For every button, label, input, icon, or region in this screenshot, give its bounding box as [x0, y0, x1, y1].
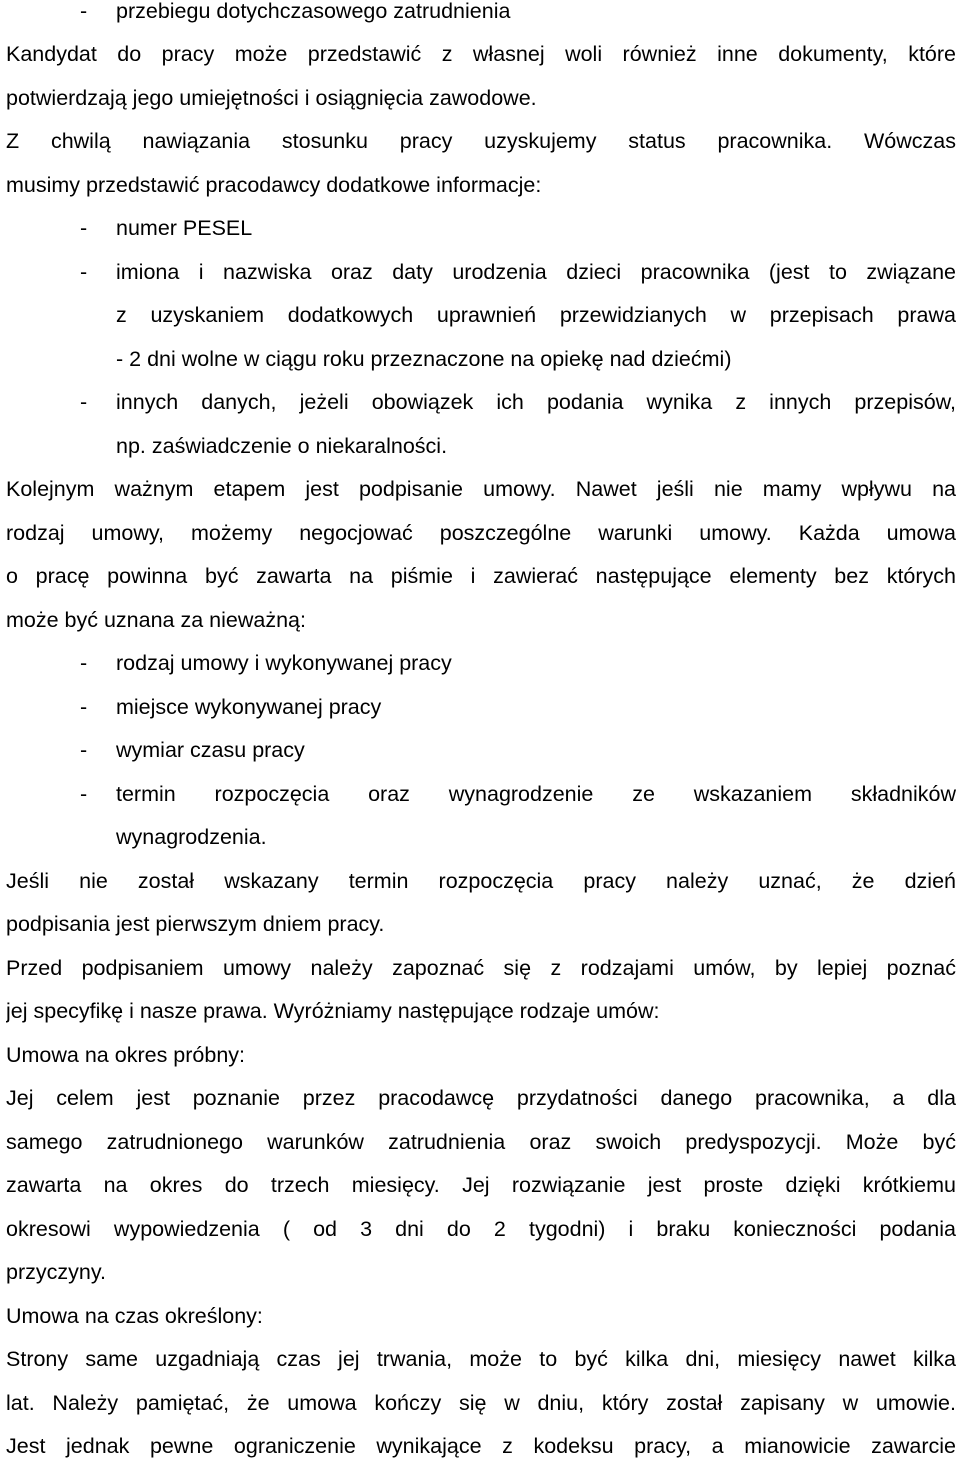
list-bullet: - — [80, 738, 88, 762]
text-line: okresowi wypowiedzenia ( od 3 dni do 2 tygodni) i braku konieczności podania — [6, 1217, 956, 1241]
text-line: potwierdzają jego umiejętności i osiągnięcia zawodowe. — [6, 86, 537, 110]
list-bullet: - — [80, 216, 88, 240]
list-bullet: - — [80, 390, 88, 414]
list-item-continuation: wynagrodzenia. — [116, 825, 267, 849]
list-bullet: - — [80, 782, 88, 806]
list-item-continuation: np. zaświadczenie o niekaralności. — [116, 434, 448, 458]
text-line: może być uznana za nieważną: — [6, 608, 306, 632]
text-line: przebiegu dotychczasowego zatrudnienia — [116, 0, 511, 23]
text-line: podpisania jest pierwszym dniem pracy. — [6, 912, 385, 936]
text-line: zawarta na okres do trzech miesięcy. Jej rozwiązanie jest proste dzięki krótkiemu — [6, 1173, 956, 1197]
text-line: Strony same uzgadniają czas jej trwania, może to być kilka dni, miesięcy nawet kilka — [6, 1347, 956, 1371]
text-line: Jest jednak pewne ograniczenie wynikające z kodeksu pracy, a mianowicie zawarcie — [6, 1434, 956, 1458]
text-line: Jeśli nie został wskazany termin rozpoczęcia pracy należy uznać, że dzień — [6, 869, 956, 893]
list-item: termin rozpoczęcia oraz wynagrodzenie ze wskazaniem składników — [116, 782, 956, 806]
text-line: jej specyfikę i nasze prawa. Wyróżniamy następujące rodzaje umów: — [6, 999, 660, 1023]
text-line: rodzaj umowy, możemy negocjować poszczególne warunki umowy. Każda umowa — [6, 521, 956, 545]
text-line: przyczyny. — [6, 1260, 106, 1284]
text-line: Kandydat do pracy może przedstawić z własnej woli również inne dokumenty, które — [6, 42, 956, 66]
list-item: imiona i nazwiska oraz daty urodzenia dzieci pracownika (jest to związane — [116, 260, 956, 284]
list-item: miejsce wykonywanej pracy — [116, 695, 382, 719]
text-line: samego zatrudnionego warunków zatrudnienia oraz swoich predyspozycji. Może być — [6, 1130, 956, 1154]
list-item: rodzaj umowy i wykonywanej pracy — [116, 651, 452, 675]
text-line: Z chwilą nawiązania stosunku pracy uzyskujemy status pracownika. Wówczas — [6, 129, 956, 153]
list-item: innych danych, jeżeli obowiązek ich podania wynika z innych przepisów, — [116, 390, 956, 414]
text-line: Kolejnym ważnym etapem jest podpisanie umowy. Nawet jeśli nie mamy wpływu na — [6, 477, 956, 501]
text-line: musimy przedstawić pracodawcy dodatkowe informacje: — [6, 173, 542, 197]
text-line: lat. Należy pamiętać, że umowa kończy się w dniu, który został zapisany w umowie. — [6, 1391, 956, 1415]
list-bullet: - — [80, 695, 88, 719]
text-line: Przed podpisaniem umowy należy zapoznać się z rodzajami umów, by lepiej poznać — [6, 956, 956, 980]
section-heading: Umowa na czas określony: — [6, 1304, 263, 1328]
text-line: Jej celem jest poznanie przez pracodawcę przydatności danego pracownika, a dla — [6, 1086, 956, 1110]
list-bullet: - — [80, 0, 88, 23]
text-line: o pracę powinna być zawarta na piśmie i zawierać następujące elementy bez których — [6, 564, 956, 588]
list-item-continuation: z uzyskaniem dodatkowych uprawnień przewidzianych w przepisach prawa — [116, 303, 956, 327]
section-heading: Umowa na okres próbny: — [6, 1043, 245, 1067]
list-bullet: - — [80, 651, 88, 675]
list-item: numer PESEL — [116, 216, 253, 240]
list-item: wymiar czasu pracy — [116, 738, 305, 762]
list-item-continuation: - 2 dni wolne w ciągu roku przeznaczone na opiekę nad dziećmi) — [116, 347, 732, 371]
list-bullet: - — [80, 260, 88, 284]
